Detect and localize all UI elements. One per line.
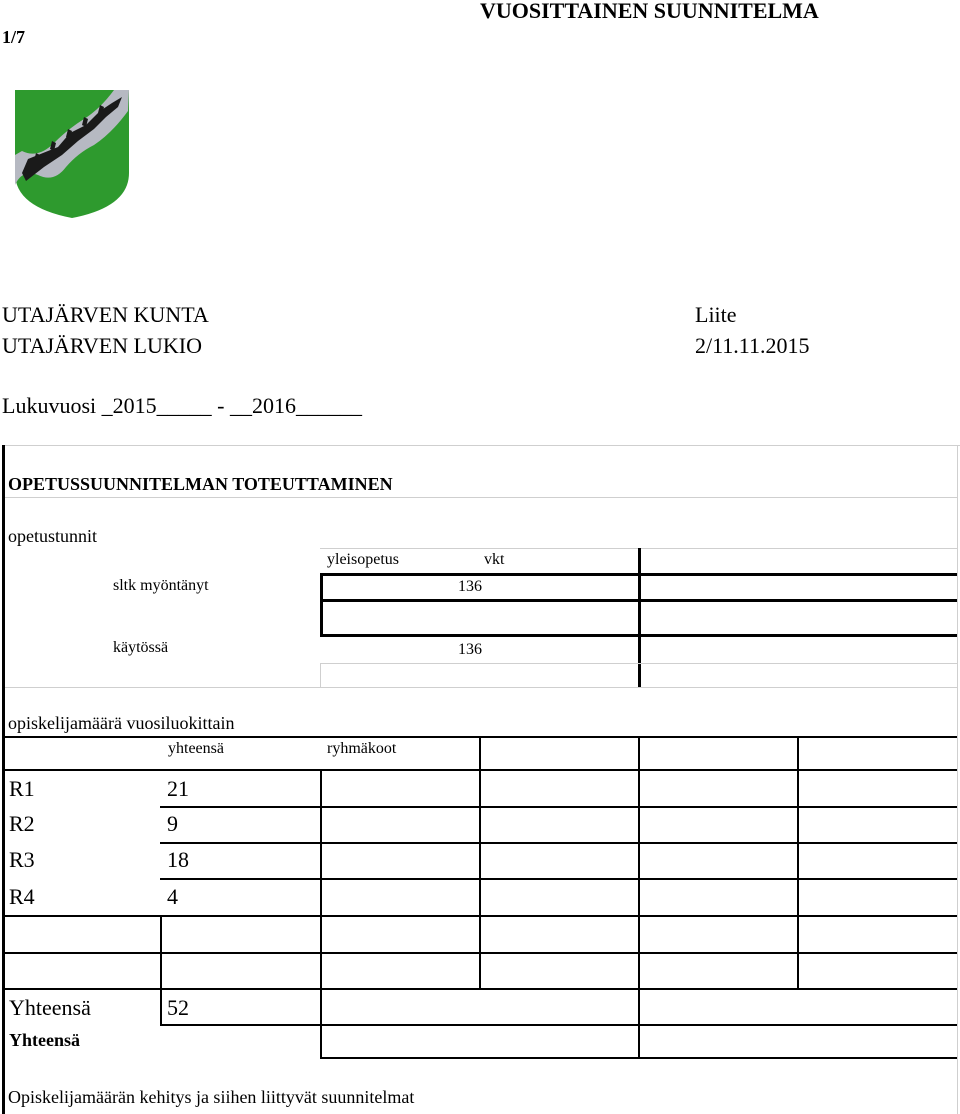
document-title: VUOSITTAINEN SUUNNITELMA (480, 0, 819, 23)
appendix-label: Liite (695, 302, 737, 327)
col-weekly-hours: vkt (484, 551, 505, 568)
grade-count: 4 (167, 884, 178, 909)
grade-label: R1 (9, 776, 35, 801)
grade-count: 9 (167, 811, 178, 836)
total-value: 52 (167, 995, 189, 1020)
section-heading: OPETUSSUUNNITELMAN TOTEUTTAMINEN (8, 474, 393, 494)
total-label-bold: Yhteensä (9, 1030, 80, 1050)
coat-of-arms-logo (14, 89, 130, 219)
municipality-name: UTAJÄRVEN KUNTA (2, 302, 209, 327)
in-use-value: 136 (458, 641, 482, 658)
approved-value: 136 (458, 578, 482, 595)
grade-label: R4 (9, 884, 35, 909)
total-label: Yhteensä (9, 995, 91, 1020)
appendix-date: 2/11.11.2015 (695, 333, 810, 358)
grade-label: R2 (9, 811, 35, 836)
page-number: 1/7 (2, 27, 26, 47)
development-heading: Opiskelijamäärän kehitys ja siihen liittyvät suunnitelmat (8, 1087, 415, 1107)
approved-label: sltk myöntänyt (113, 577, 209, 594)
school-year: Lukuvuosi _2015_____ - __2016______ (2, 393, 362, 418)
students-label: opiskelijamäärä vuosiluokittain (8, 713, 235, 733)
lessons-label: opetustunnit (8, 526, 97, 546)
in-use-label: käytössä (113, 639, 169, 656)
grade-label: R3 (9, 847, 35, 872)
grade-count: 18 (167, 847, 189, 872)
col-total: yhteensä (168, 740, 224, 757)
school-name: UTAJÄRVEN LUKIO (2, 333, 202, 358)
col-group-sizes: ryhmäkoot (327, 740, 397, 757)
col-general-education: yleisopetus (327, 551, 399, 568)
grade-count: 21 (167, 776, 189, 801)
